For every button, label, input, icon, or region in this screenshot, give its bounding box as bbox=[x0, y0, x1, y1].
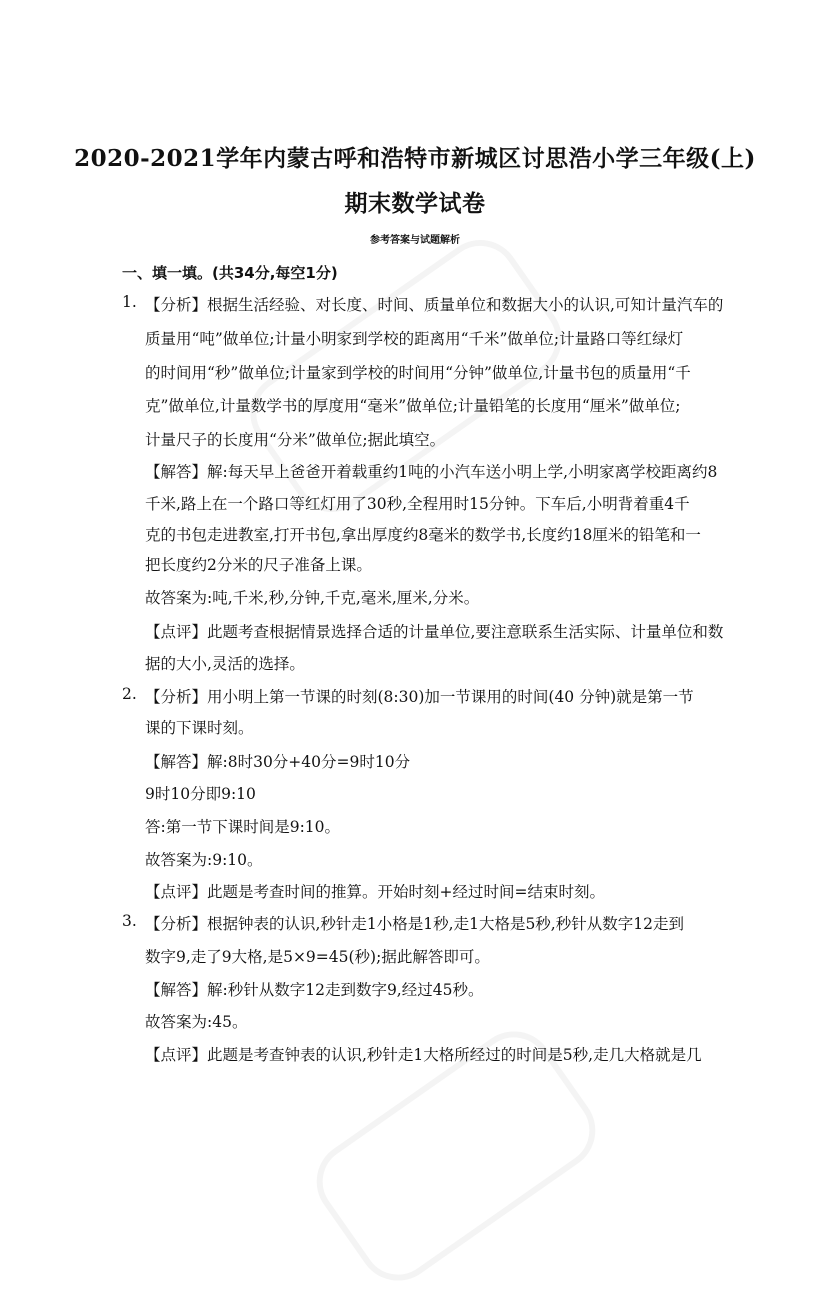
text-line: 克的书包走进教室,打开书包,拿出厚度约8毫米的数学书,长度约18厘米的铅笔和一 bbox=[145, 526, 701, 544]
text-line: 质量用“吨”做单位;计量小明家到学校的距离用“千米”做单位;计量路口等红绿灯 bbox=[145, 330, 684, 348]
section-heading: 一、填一填。(共34分,每空1分) bbox=[122, 264, 338, 282]
text-line: 课的下课时刻。 bbox=[145, 719, 254, 737]
document-title-line2: 期末数学试卷 bbox=[344, 190, 486, 217]
text-line: 【解答】解:8时30分+40分=9时10分 bbox=[145, 753, 411, 771]
text-line: 【解答】解:秒针从数字12走到数字9,经过45秒。 bbox=[145, 981, 484, 999]
question-number: 3. bbox=[122, 912, 137, 930]
document-title: 2020-2021学年内蒙古呼和浩特市新城区讨思浩小学三年级(上) bbox=[74, 145, 756, 172]
text-line: 计量尺子的长度用“分米”做单位;据此填空。 bbox=[145, 431, 446, 449]
text-line: 【分析】根据生活经验、对长度、时间、质量单位和数据大小的认识,可知计量汽车的 bbox=[145, 296, 724, 314]
question-number: 2. bbox=[122, 685, 137, 703]
text-line: 【解答】解:每天早上爸爸开着载重约1吨的小汽车送小明上学,小明家离学校距离约8 bbox=[145, 463, 718, 481]
document-subtitle: 参考答案与试题解析 bbox=[370, 235, 460, 246]
text-line: 的时间用“秒”做单位;计量家到学校的时间用“分钟”做单位,计量书包的质量用“千 bbox=[145, 364, 691, 382]
text-line: 把长度约2分米的尺子准备上课。 bbox=[145, 556, 372, 574]
question-number: 1. bbox=[122, 293, 137, 311]
text-line: 故答案为:9:10。 bbox=[145, 851, 263, 869]
text-line: 千米,路上在一个路口等红灯用了30秒,全程用时15分钟。下车后,小明背着重4千 bbox=[145, 495, 690, 513]
text-line: 【点评】此题是考查时间的推算。开始时刻+经过时间=结束时刻。 bbox=[145, 883, 605, 901]
text-line: 数字9,走了9大格,是5×9=45(秒);据此解答即可。 bbox=[145, 948, 490, 966]
text-line: 故答案为:吨,千米,秒,分钟,千克,毫米,厘米,分米。 bbox=[145, 589, 480, 607]
text-line: 【分析】根据钟表的认识,秒针走1小格是1秒,走1大格是5秒,秒针从数字12走到 bbox=[145, 915, 684, 933]
text-line: 答:第一节下课时间是9:10。 bbox=[145, 818, 341, 836]
text-line: 故答案为:45。 bbox=[145, 1013, 248, 1031]
text-line: 【点评】此题考查根据情景选择合适的计量单位,要注意联系生活实际、计量单位和数 bbox=[145, 623, 724, 641]
text-line: 据的大小,灵活的选择。 bbox=[145, 655, 305, 673]
text-line: 【点评】此题是考查钟表的认识,秒针走1大格所经过的时间是5秒,走几大格就是几 bbox=[145, 1046, 702, 1064]
text-line: 9时10分即9:10 bbox=[145, 785, 256, 803]
text-line: 克”做单位,计量数学书的厚度用“毫米”做单位;计量铅笔的长度用“厘米”做单位; bbox=[145, 397, 681, 415]
text-line: 【分析】用小明上第一节课的时刻(8:30)加一节课用的时间(40 分钟)就是第一节 bbox=[145, 688, 694, 706]
